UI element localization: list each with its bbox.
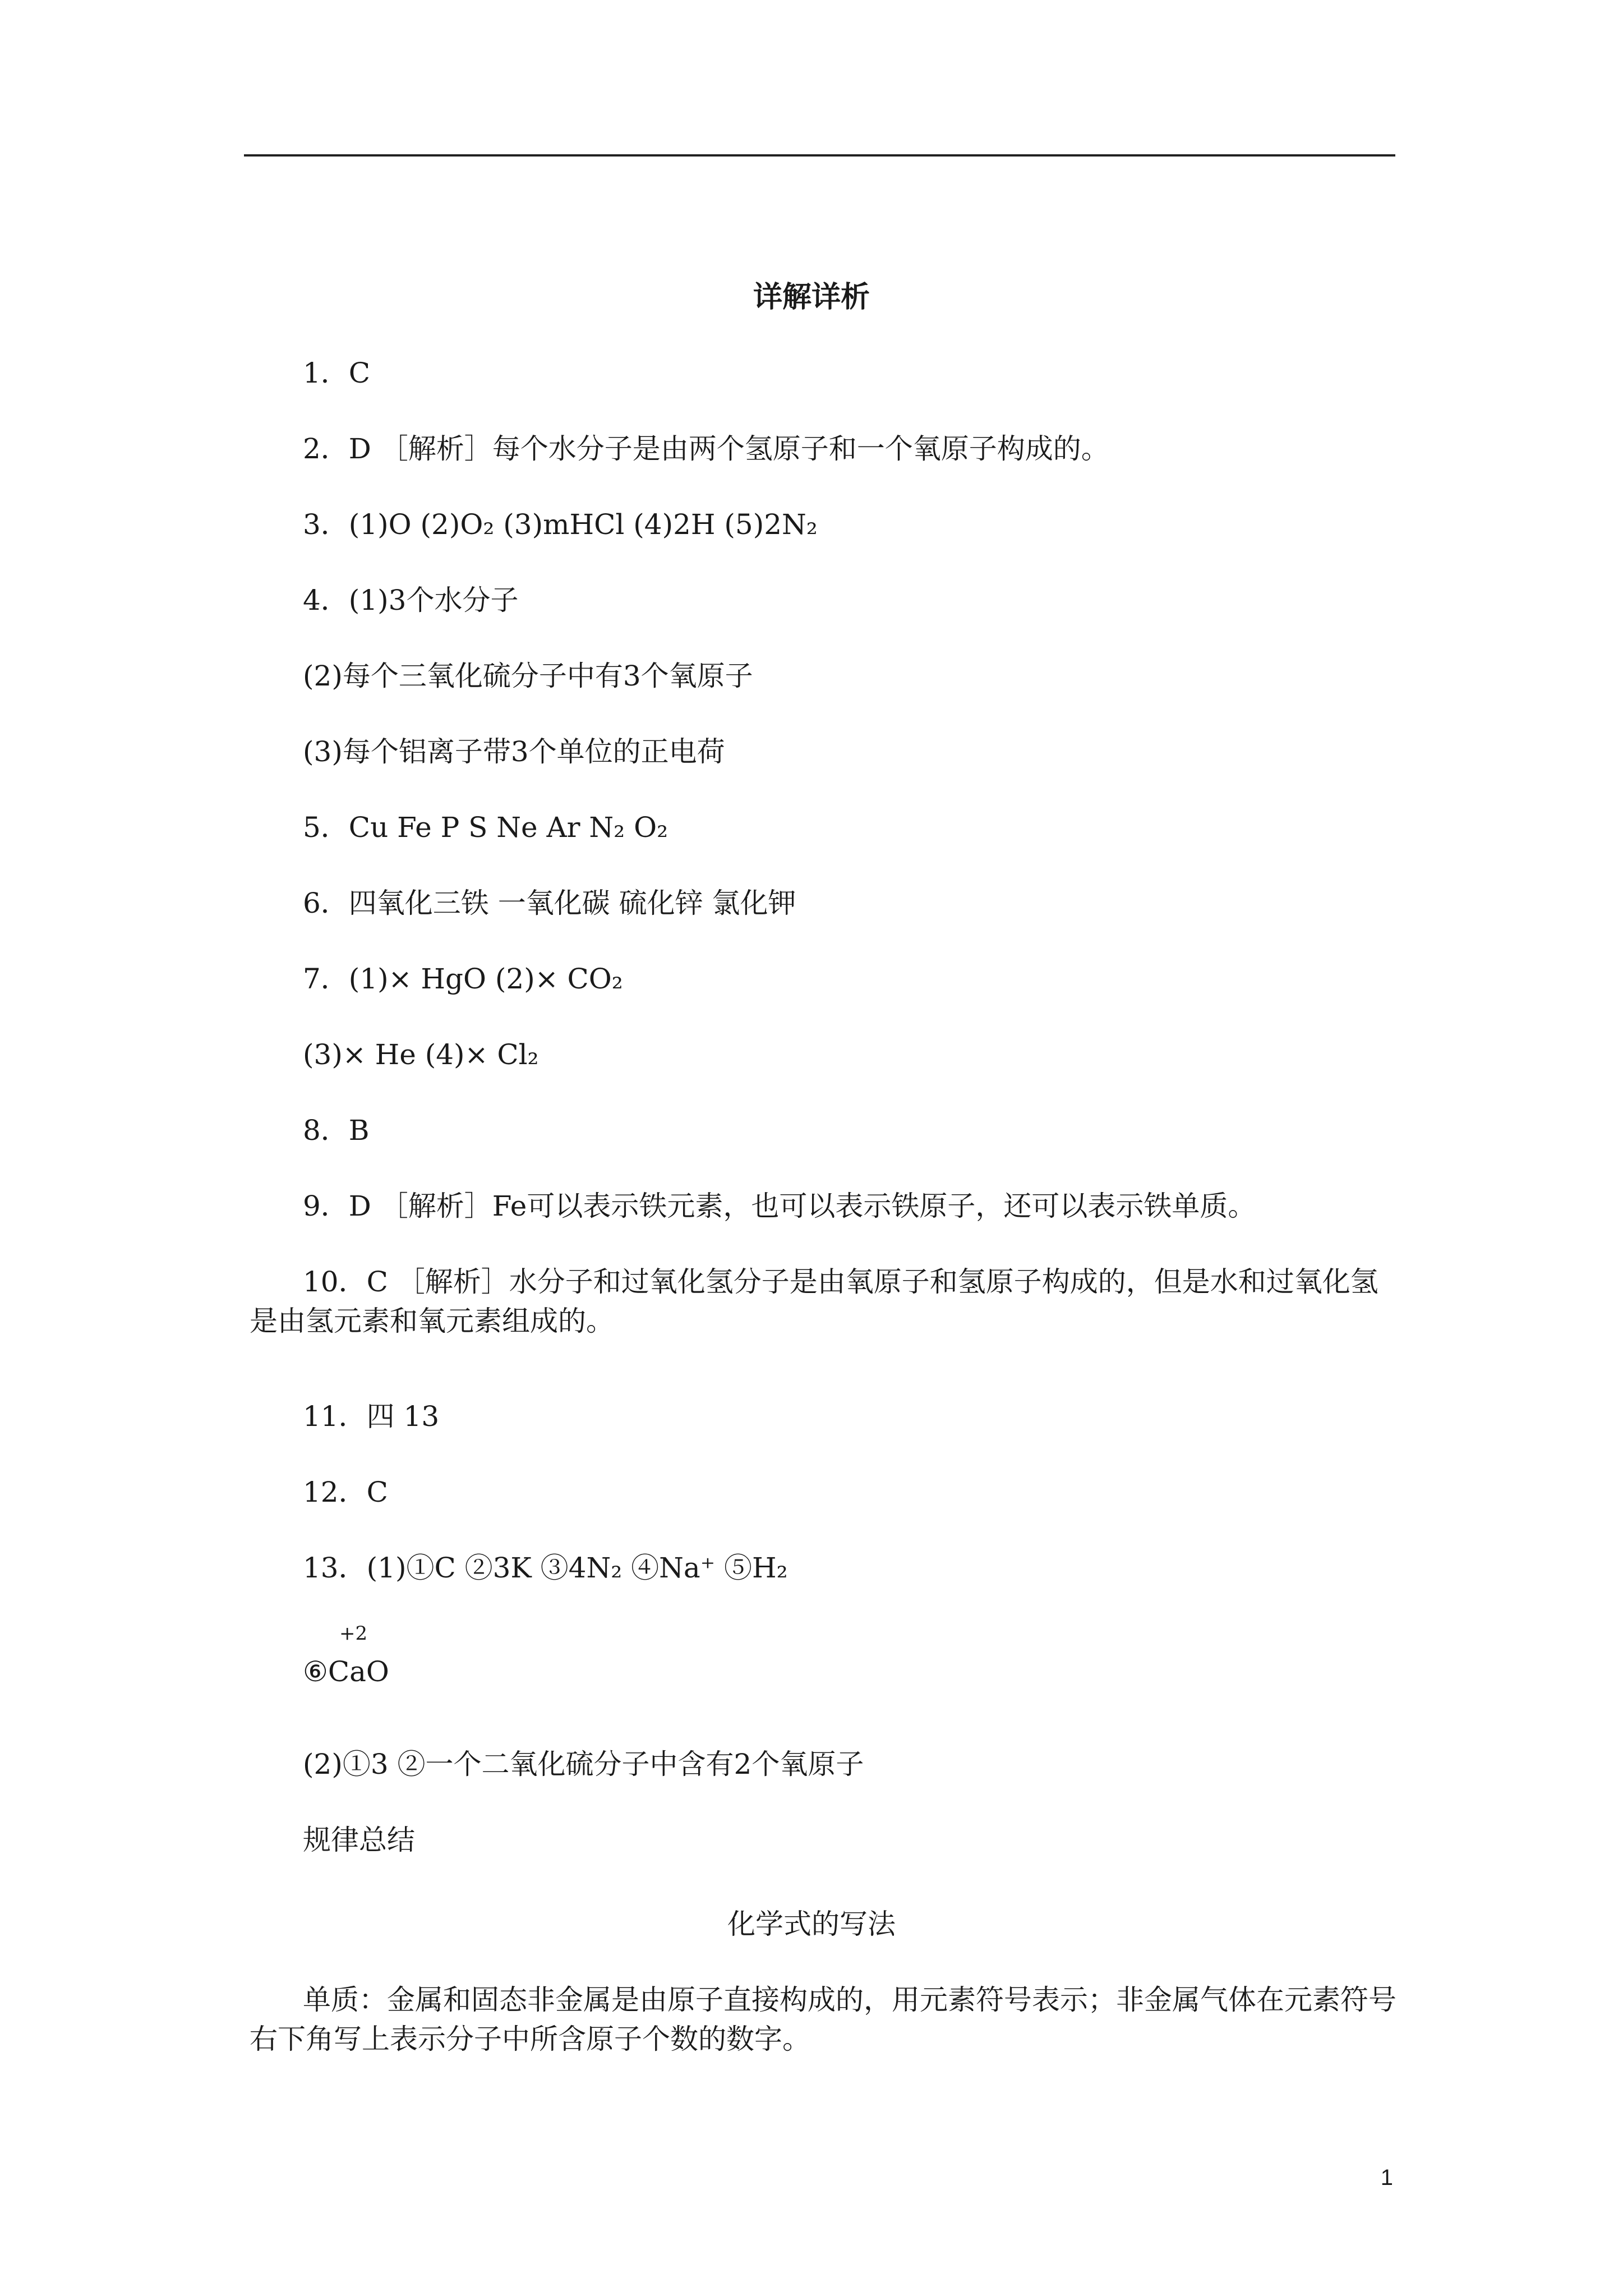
answer-4-2: (2)每个三氧化硫分子中有3个氧原子 xyxy=(303,660,753,692)
section-title: 化学式的写法 xyxy=(727,1908,896,1940)
answer-7-1: 7．(1)× HgO (2)× CO₂ xyxy=(303,963,623,995)
answer-12: 12．C xyxy=(303,1476,388,1508)
answer-3: 3．(1)O (2)O₂ (3)mHCl (4)2H (5)2N₂ xyxy=(303,508,818,541)
cao-formula xyxy=(303,1622,389,1691)
answer-8: 8．B xyxy=(303,1114,370,1147)
page-title: 详解详析 xyxy=(753,280,870,314)
answer-13-1: 13．(1)①C ②3K ③4N₂ ④Na⁺ ⑤H₂ xyxy=(303,1552,788,1584)
answer-13-cao xyxy=(303,1622,389,1691)
answer-10: 10．C ［解析］水分子和过氧化氢分子是由氧原子和氢原子构成的，但是水和过氧化氢是由氢元素和氧元素组成的。 xyxy=(250,1266,1378,1337)
answer-4-1: 4．(1)3个水分子 xyxy=(303,584,519,616)
page-number: 1 xyxy=(1380,2165,1393,2190)
answer-13-2: (2)①3 ②一个二氧化硫分子中含有2个氧原子 xyxy=(303,1748,864,1780)
answer-11: 11．四 13 xyxy=(303,1400,440,1433)
header-rule xyxy=(244,154,1395,157)
answer-2: 2．D ［解析］每个水分子是由两个氢原子和一个氧原子构成的。 xyxy=(303,432,1109,465)
answer-5: 5．Cu Fe P S Ne Ar N₂ O₂ xyxy=(303,811,668,844)
answer-6: 6．四氧化三铁 一氧化碳 硫化锌 氯化钾 xyxy=(303,887,796,919)
oxidation-state-label: +2 xyxy=(339,1622,368,1645)
answer-7-2: (3)× He (4)× Cl₂ xyxy=(303,1038,539,1071)
answer-4-3: (3)每个铝离子带3个单位的正电荷 xyxy=(303,735,725,768)
answer-1: 1．C xyxy=(303,357,371,389)
cao-text: ⑥CaO xyxy=(303,1655,389,1688)
summary-paragraph: 单质：金属和固态非金属是由原子直接构成的，用元素符号表示；非金属气体在元素符号右下角写上表示分子中所含原子个数的数字。 xyxy=(250,1984,1396,2055)
answer-9: 9．D ［解析］Fe可以表示铁元素，也可以表示铁原子，还可以表示铁单质。 xyxy=(303,1190,1256,1222)
summary-heading: 规律总结 xyxy=(303,1824,415,1856)
